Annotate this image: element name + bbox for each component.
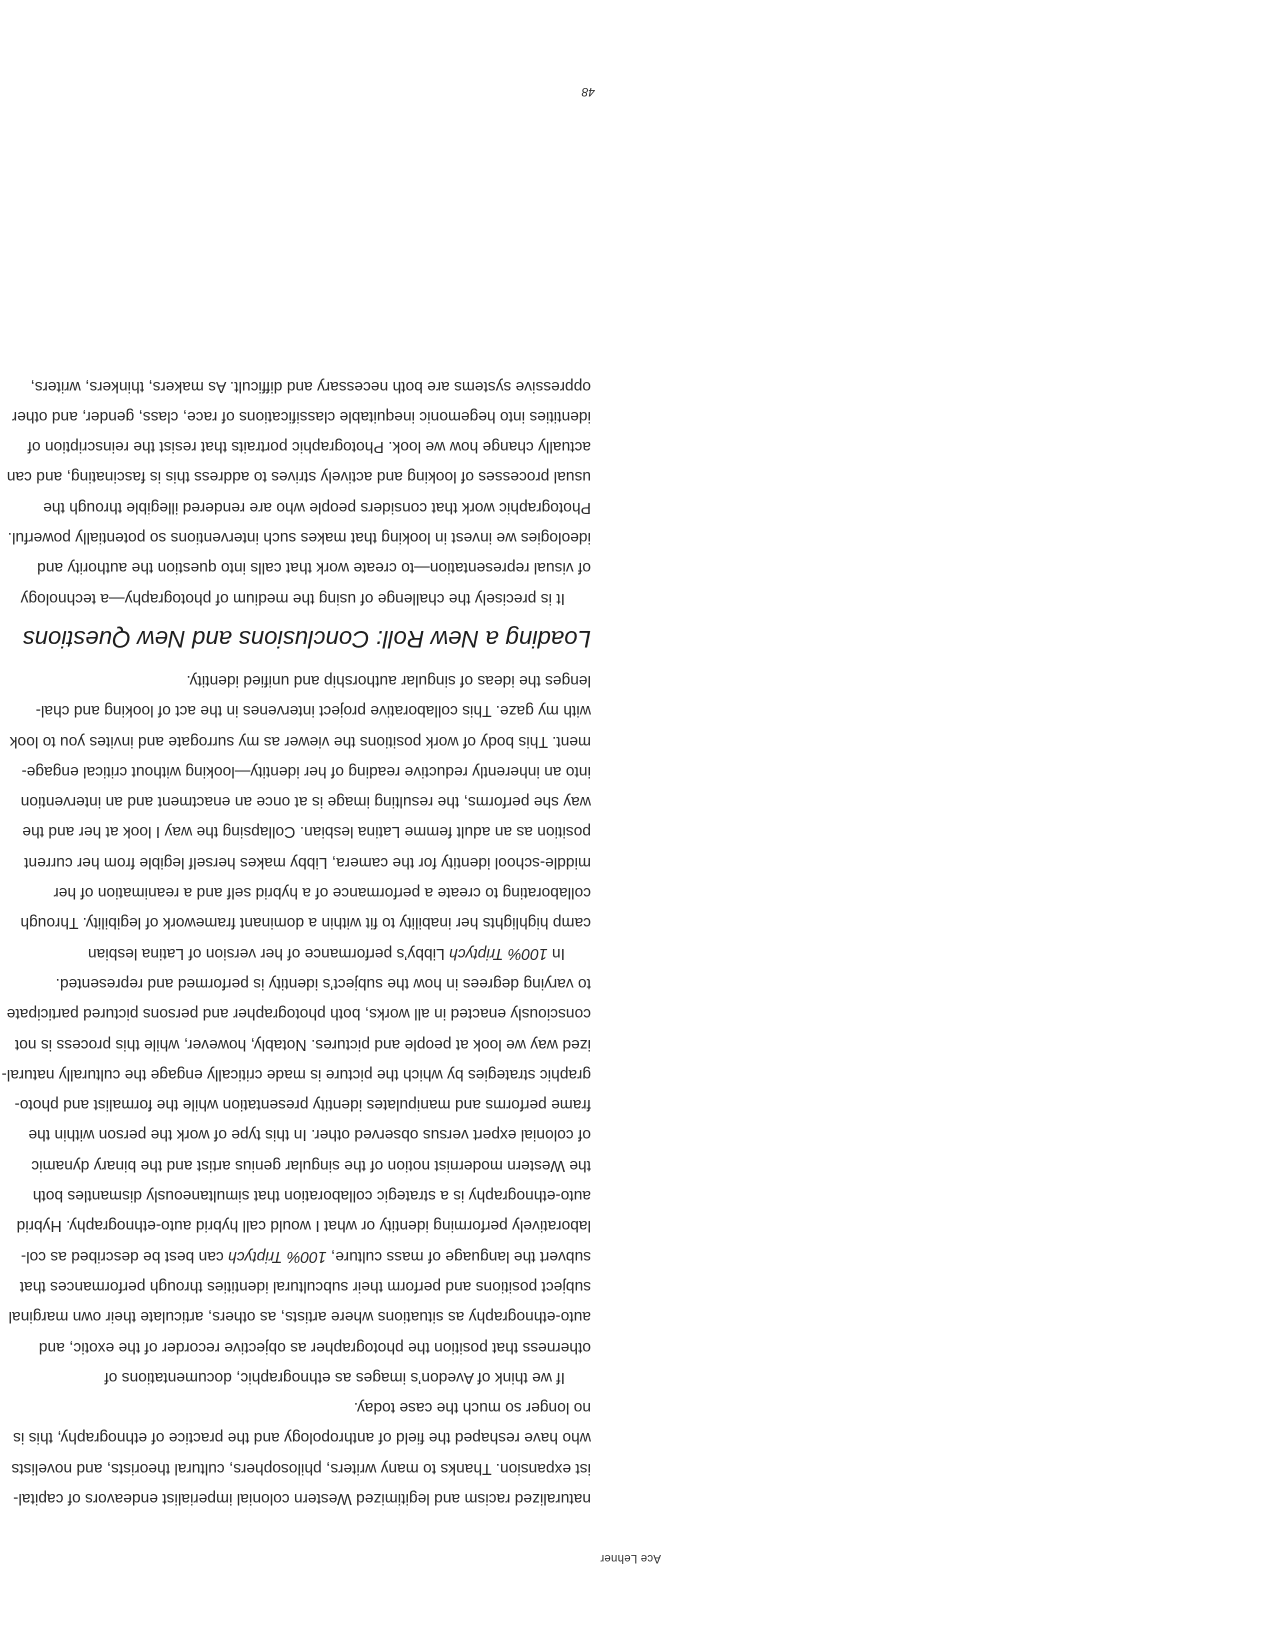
line-segment: subvert the language of mass culture, xyxy=(330,1247,591,1265)
text-line: way she performs, the resulting image is at once an enactment and an intervention xyxy=(20,793,591,811)
text-line: ist expansion. Thanks to many writers, philosophers, cultural theorists, and novelists xyxy=(11,1459,591,1477)
text-line: camp highlights her inability to fit within a dominant framework of legibility. Through xyxy=(20,914,591,932)
text-line: identities into hegemonic inequitable classifications of race, class, gender, and other xyxy=(11,407,591,425)
line-segment: can best be described as col- xyxy=(20,1247,224,1265)
page-number: 48 xyxy=(581,85,595,99)
text-line: otherness that position the photographer as objective recorder of the exotic, and xyxy=(38,1338,591,1356)
text-line: into an inherently reductive reading of her identity—looking without critical engage- xyxy=(21,762,591,780)
text-line: graphic strategies by which the picture is made critically engage the culturally natural- xyxy=(1,1065,591,1083)
text-line: of visual representation—to create work that calls into question the authority and xyxy=(37,559,591,577)
text-line: collaborating to create a performance of a hybrid self and a reanimation of her xyxy=(53,884,591,902)
text-line: auto-ethnography as situations where artists, as others, articulate their own marginal xyxy=(8,1308,591,1326)
text-line: Photographic work that considers people who are rendered illegible through the xyxy=(43,498,591,516)
artwork-title: 100% Triptych xyxy=(228,1247,327,1265)
text-line: consciously enacted in all works, both photographer and persons pictured participate xyxy=(6,1005,591,1023)
line-segment: In xyxy=(551,944,565,962)
text-line: subject positions and perform their subcultural identities through performances that xyxy=(19,1277,591,1295)
text-line: who have reshaped the field of anthropology and the practice of ethnography, this is xyxy=(13,1429,591,1447)
line-segment: Libby’s performance of her version of Latina lesbian xyxy=(87,944,445,962)
text-line: It is precisely the challenge of using the medium of photography—a technology xyxy=(20,589,565,607)
text-line xyxy=(20,1240,591,1270)
text-line: ideologies we invest in looking that makes such interventions so potentially powerful. xyxy=(7,529,591,547)
text-line: the Western modernist notion of the singular genius artist and the binary dynamic xyxy=(31,1156,591,1174)
running-head: Ace Lehner xyxy=(600,1552,661,1564)
text-line: ment. This body of work positions the viewer as my surrogate and invites you to look xyxy=(9,732,591,750)
text-line: no longer so much the case today. xyxy=(353,1399,591,1417)
text-line xyxy=(87,937,591,967)
text-line: laboratively performing identity or what I would call hybrid auto-ethnography. Hybrid xyxy=(16,1217,591,1235)
text-line: position as an adult femme Latina lesbian. Collapsing the way I look at her and the xyxy=(22,823,591,841)
text-line: frame performs and manipulates identity presentation while the formalist and photo- xyxy=(14,1096,591,1114)
text-line: naturalized racism and legitimized Western colonial imperialist endeavors of capital- xyxy=(13,1490,591,1507)
text-line: ized way we look at people and pictures. Notably, however, while this process is not xyxy=(14,1035,591,1053)
text-line: oppressive systems are both necessary and difficult. As makers, thinkers, writers, xyxy=(30,377,591,395)
text-line: usual processes of looking and actively strives to address this is fascinating, and can xyxy=(6,468,591,486)
text-line: middle-school identity for the camera, Libby makes herself legible from her current xyxy=(24,853,591,871)
text-line: to varying degrees in how the subject’s identity is performed and represented. xyxy=(55,974,591,992)
text-line: If we think of Avedon’s images as ethnographic, documentations of xyxy=(104,1368,565,1386)
text-line: auto-ethnography is a strategic collaboration that simultaneously dismantles both xyxy=(32,1187,591,1205)
section-heading: Loading a New Roll: Conclusions and New Questions xyxy=(22,624,591,652)
text-line: of colonial expert versus observed other. In this type of work the person within the xyxy=(28,1126,591,1144)
text-line: actually change how we look. Photographic portraits that resist the reinscription of xyxy=(27,438,591,456)
artwork-title: 100% Triptych xyxy=(449,944,548,962)
text-line: with my gaze. This collaborative project intervenes in the act of looking and chal- xyxy=(35,702,591,720)
body-text xyxy=(1,370,591,1513)
text-line: lenges the ideas of singular authorship and unified identity. xyxy=(186,671,591,689)
